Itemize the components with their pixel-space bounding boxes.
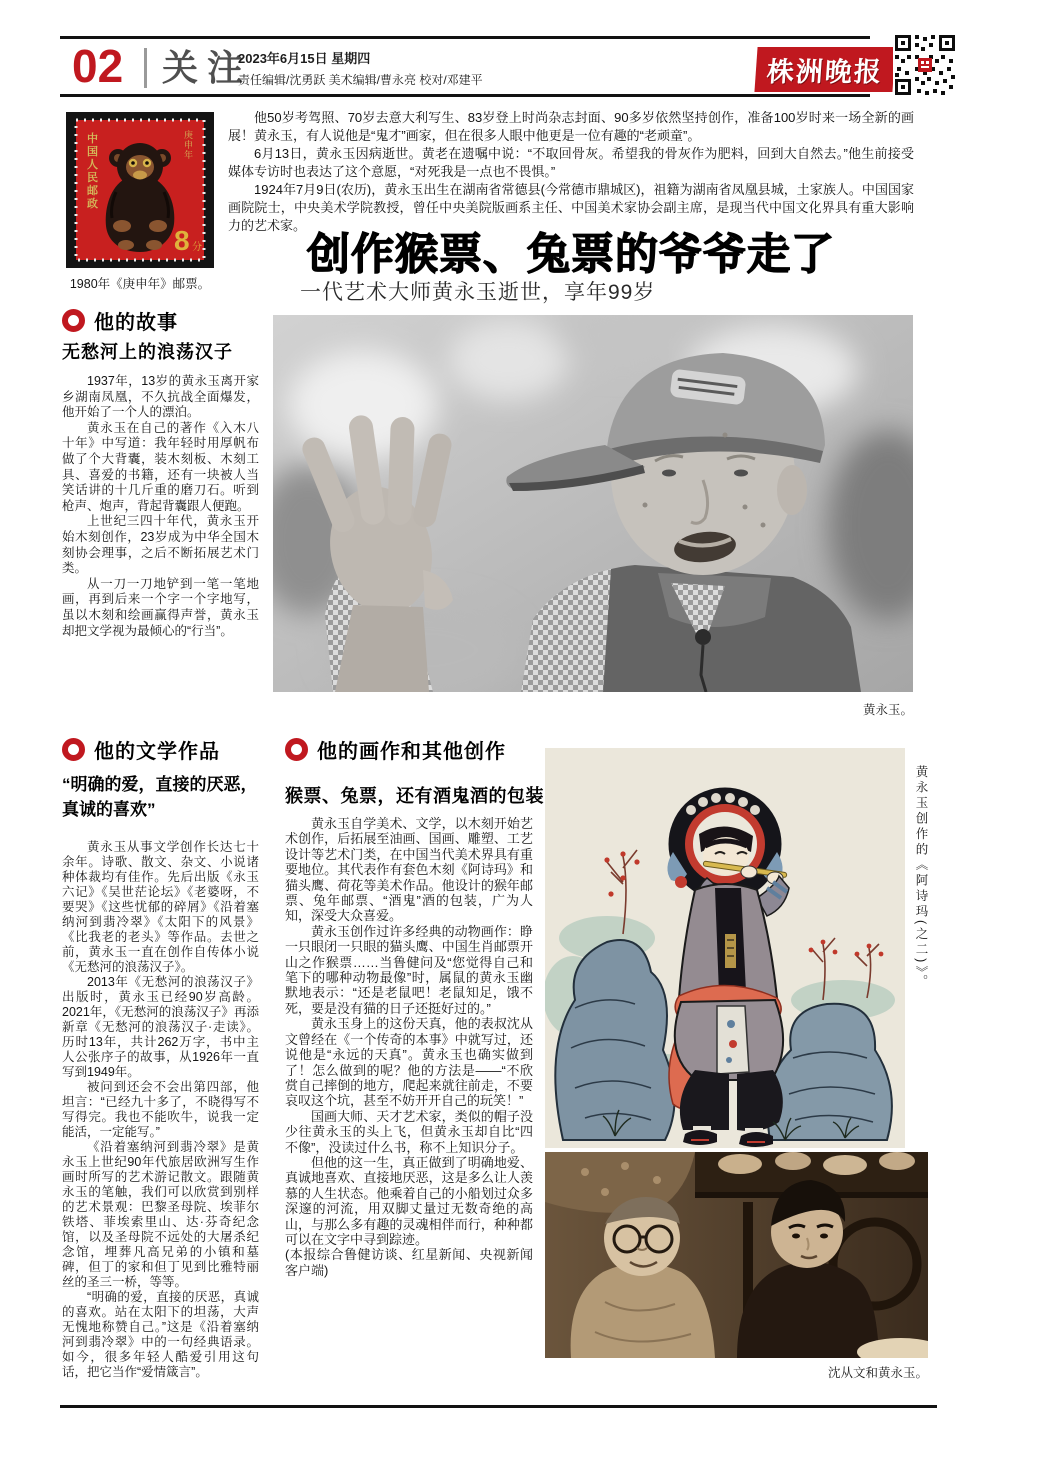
literature-paragraph: 被问到还会不会出第四部，他坦言：“已经九十多了，不晓得写不写得完。我也不能吹牛，说我一定能活，一定能写。” bbox=[62, 1080, 259, 1139]
literature-paragraph: “明确的爱，直接的厌恶，真诚的喜欢。站在太阳下的坦荡，大声无愧地称赞自己。”这是《沿着塞纳河到翡冷翠》中的一句经典语录。如今，很多年轻人酷爱引用这句话，把它当作“爱情箴言”。 bbox=[62, 1290, 259, 1379]
artworks-body bbox=[285, 816, 533, 1278]
story-paragraph: 黄永玉在自己的著作《入木八十年》中写道：我年轻时用厚帆布做了个大背囊，装木刻板、木刻工具、喜爱的书籍，还有一块被人当笑话讲的十几斤重的磨刀石。听到枪声、炮声，背起背囊跟人便跑。 bbox=[62, 420, 259, 513]
intro-paragraph: 他50岁考驾照、70岁去意大利写生、83岁登上时尚杂志封面、90多岁依然坚持创作，准备100岁时来一场全新的画展！黄永玉，有人说他是“鬼才”画家，但在很多人眼中他更是一位有趣的“老顽童”。 bbox=[228, 110, 914, 143]
qr-code bbox=[893, 33, 957, 97]
literature-section-header bbox=[62, 735, 220, 764]
stamp-caption: 1980年《庚申年》邮票。 bbox=[69, 277, 211, 291]
ashima-figure bbox=[667, 793, 789, 1147]
literature-section-title: 他的文学作品 bbox=[94, 741, 220, 763]
editors-credit: 责任编辑/沈勇跃 美术编辑/曹永亮 校对/邓建平 bbox=[238, 73, 483, 87]
artworks-paragraph: 黄永玉自学美术、文学，以木刻开始艺术创作，后拓展至油画、国画、雕塑、工艺设计等艺术门类，在中国当代美术界具有重要地位。其代表作有套色木刻《阿诗玛》和猫头鹰、荷花等美术作品。他设计的猴年邮票、兔年邮票、“酒鬼”酒的包装，广为人知，深受大众喜爱。 bbox=[285, 816, 533, 924]
section-bullet-icon bbox=[62, 738, 85, 761]
monkey-stamp-image bbox=[66, 112, 214, 268]
story-paragraph: 上世纪三四十年代，黄永玉开始木刻创作，23岁成为中华全国木刻协会理事，之后不断拓展艺术门类。 bbox=[62, 514, 259, 576]
artworks-subtitle: 猴票、兔票，还有酒鬼酒的包装 bbox=[285, 786, 544, 806]
literature-body bbox=[62, 840, 259, 1380]
main-photo-caption: 黄永玉。 bbox=[862, 703, 913, 717]
page-number: 02 bbox=[72, 40, 124, 92]
literature-paragraph: 《沿着塞纳河到翡冷翠》是黄永玉上世纪90年代旅居欧洲写生作画时所写的艺术游记散文。跟随黄永玉的笔触，我们可以欣赏到别样的艺术景观：巴黎圣母院、埃菲尔铁塔、菲埃索里山、达·芬奇纪念馆，以及圣母院不远处的大屠杀纪念馆，埋葬凡高兄弟的小镇和墓碑，但丁的家和但丁见到比雅特丽丝的圣三一桥，等等。 bbox=[62, 1140, 259, 1289]
stamp-year-inscription: 庚申年 bbox=[184, 130, 194, 160]
ashima-illustration bbox=[545, 748, 905, 1148]
main-photo-huang-yongyu bbox=[273, 315, 913, 692]
literature-paragraph: 黄永玉从事文学创作长达七十余年。诗歌、散文、杂文、小说诸种体裁均有佳作。先后出版《永玉六记》《吴世茫论坛》《老婆呀，不要哭》《这些忧郁的碎屑》《沿着塞纳河到翡冷翠》《太阳下的风景》《比我老的老头》等作品。去世之前，黄永玉一直在创作自传体小说《无愁河的浪荡汉子》。 bbox=[62, 840, 259, 974]
artworks-section-title: 他的画作和其他创作 bbox=[317, 741, 506, 763]
artworks-paragraph: 黄永玉创作过许多经典的动物画作：睁一只眼闭一只眼的猫头鹰、中国生肖邮票开山之作猴票……当鲁健问及“您觉得自己和笔下的哪种动物最像”时，属鼠的黄永玉幽默地表示：“还是老鼠吧！老鼠知足，饿不死，要是没有猫的日子还挺好过的。” bbox=[285, 923, 533, 1016]
source-note: (本报综合鲁健访谈、红星新闻、央视新闻客户端) bbox=[285, 1247, 533, 1278]
story-section-header bbox=[62, 306, 178, 335]
photo-shen-congwen-huang-yongyu bbox=[545, 1152, 928, 1358]
intro-paragraph: 6月13日，黄永玉因病逝世。黄老在遗嘱中说：“不取回骨灰。希望我的骨灰作为肥料，回到大自然去。”他生前接受媒体专访时也表达了这个意愿，“对死我是一点也不畏惧。” bbox=[228, 146, 914, 179]
artworks-section-header bbox=[285, 735, 506, 764]
header-divider bbox=[144, 48, 147, 88]
literature-subtitle: “明确的爱，直接的厌恶，真诚的喜欢” bbox=[62, 775, 258, 819]
footer-rule bbox=[60, 1405, 937, 1408]
story-section-title: 他的故事 bbox=[94, 312, 178, 334]
header-rule-bottom bbox=[60, 94, 870, 97]
main-headline: 创作猴票、兔票的爷爷走了 bbox=[307, 231, 835, 279]
sub-headline: 一代艺术大师黄永玉逝世，享年99岁 bbox=[300, 281, 656, 304]
intro-block bbox=[228, 109, 914, 235]
section-bullet-icon bbox=[62, 309, 85, 332]
bottom-photo-caption: 沈从文和黄永玉。 bbox=[827, 1366, 928, 1380]
literature-paragraph: 2013年《无愁河的浪荡汉子》出版时，黄永玉已经90岁高龄。2021年，《无愁河的浪荡汉子》再添新章《无愁河的浪荡汉子·走读》。历时13年，共计262万字，书中主人公张序子的故事，从1926年一直写到1949年。 bbox=[62, 975, 259, 1079]
stamp-denomination: 8 bbox=[174, 225, 190, 256]
illustration-caption: 黄永玉创作的《阿诗玛(之二)》。 bbox=[914, 765, 928, 991]
story-body bbox=[62, 374, 259, 639]
intro-paragraph: 1924年7月9日(农历)，黄永玉出生在湖南省常德县(今常德市鼎城区)，祖籍为湖南省凤凰县城，土家族人。中国国家画院院士，中央美术学院教授，曾任中央美院版画系主任、中国美术家协会副主席，是现当代中国文化界具有重大影响力的艺术家。 bbox=[228, 182, 914, 233]
story-subtitle: 无愁河上的浪荡汉子 bbox=[62, 342, 233, 362]
qr-seal bbox=[918, 58, 932, 72]
newspaper-masthead: 株洲晚报 bbox=[754, 47, 895, 92]
artworks-paragraph: 国画大师、天才艺术家，类似的帽子没少往黄永玉的头上飞，但黄永玉却自比“四不像”，没读过什么书，称不上知识分子。 bbox=[285, 1108, 533, 1155]
issue-info bbox=[238, 48, 483, 88]
issue-date: 2023年6月15日 星期四 bbox=[238, 51, 371, 66]
monkey-figure bbox=[106, 143, 175, 252]
story-paragraph: 1937年，13岁的黄永玉离开家乡湖南凤凰，不久抗战全面爆发，他开始了一个人的漂泊。 bbox=[62, 374, 259, 420]
artworks-paragraph: 黄永玉身上的这份天真，他的表叔沈从文曾经在《一个传奇的本事》中就写过，还说他是“永远的天真”。黄永玉也确实做到了！怎么做到的呢？他的方法是——“不欣赏自己摔倒的地方，爬起来就往前走，不要哀叹这个坑，甚至不妨开开自己的玩笑！” bbox=[285, 1016, 533, 1109]
stamp-denomination-unit: 分 bbox=[192, 242, 202, 253]
section-title: 关注 bbox=[162, 47, 253, 88]
stamp-inscription-left: 中国人民邮政 bbox=[87, 133, 98, 210]
header-rule-top bbox=[60, 36, 870, 39]
story-paragraph: 从一刀一刀地铲到一笔一笔地画，再到后来一个字一个字地写，虽以木刻和绘画赢得声誉，黄永玉却把文学视为最倾心的“行当”。 bbox=[62, 576, 259, 638]
section-bullet-icon bbox=[285, 738, 308, 761]
artworks-paragraph: 但他的这一生，真正做到了明确地爱、真诚地喜欢、直接地厌恶，这是多么让人羡慕的人生状态。他乘着自己的小船划过众多深邃的河流，用双脚丈量过无数奇绝的高山，与那么多有趣的灵魂相伴而行，种种都可以在文字中寻到踪迹。 bbox=[285, 1154, 533, 1247]
